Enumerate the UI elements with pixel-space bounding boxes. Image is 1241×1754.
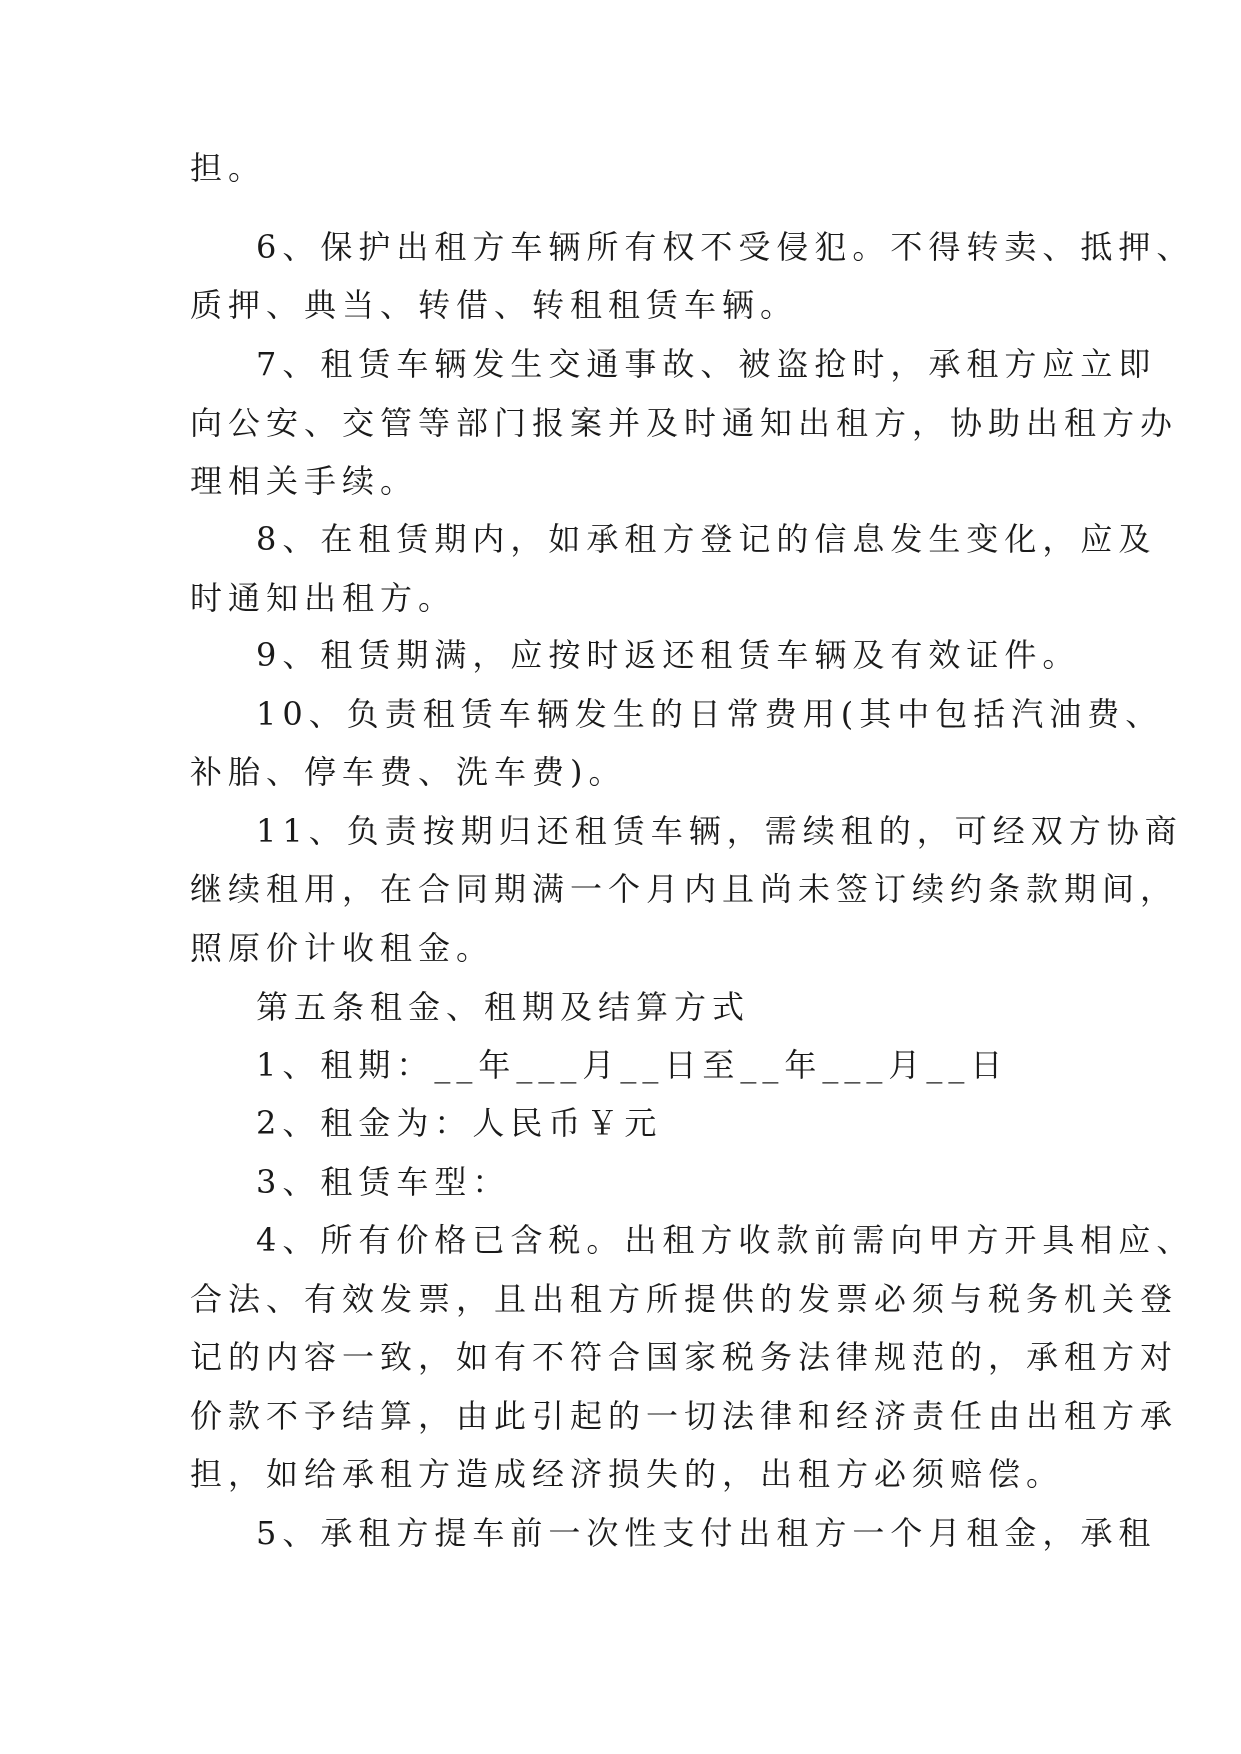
- text-line: 8、在租赁期内，如承租方登记的信息发生变化，应及: [256, 520, 1157, 558]
- text-line: 1、租期：__年___月__日至__年___月__日: [256, 1046, 1009, 1084]
- text-line: 5、承租方提车前一次性支付出租方一个月租金，承租: [256, 1514, 1157, 1552]
- text-line: 第五条租金、租期及结算方式: [256, 988, 751, 1026]
- text-line: 理相关手续。: [190, 462, 419, 500]
- text-line: 11、负责按期归还租赁车辆，需续租的，可经双方协商: [256, 812, 1183, 850]
- text-line: 4、所有价格已含税。出租方收款前需向甲方开具相应、: [256, 1221, 1195, 1259]
- text-line: 担，如给承租方造成经济损失的，出租方必须赔偿。: [190, 1455, 1065, 1493]
- text-line: 6、保护出租方车辆所有权不受侵犯。不得转卖、抵押、: [256, 228, 1195, 266]
- text-line: 向公安、交管等部门报案并及时通知出租方，协助出租方办: [190, 404, 1179, 442]
- text-line: 7、租赁车辆发生交通事故、被盗抢时，承租方应立即: [256, 345, 1157, 383]
- text-line: 补胎、停车费、洗车费)。: [190, 753, 627, 791]
- text-line: 担。: [190, 149, 267, 187]
- text-line: 9、租赁期满，应按时返还租赁车辆及有效证件。: [256, 636, 1081, 674]
- text-line: 时通知出租方。: [190, 579, 457, 617]
- text-line: 价款不予结算，由此引起的一切法律和经济责任由出租方承: [190, 1397, 1179, 1435]
- text-line: 质押、典当、转借、转租租赁车辆。: [190, 286, 799, 324]
- text-line: 2、租金为：人民币￥元: [256, 1104, 663, 1142]
- text-line: 继续租用，在合同期满一个月内且尚未签订续约条款期间，: [190, 870, 1179, 908]
- text-line: 照原价计收租金。: [190, 929, 495, 967]
- text-line: 3、租赁车型：: [256, 1163, 511, 1201]
- text-line: 记的内容一致，如有不符合国家税务法律规范的，承租方对: [190, 1338, 1179, 1376]
- text-line: 合法、有效发票，且出租方所提供的发票必须与税务机关登: [190, 1280, 1179, 1318]
- text-line: 10、负责租赁车辆发生的日常费用(其中包括汽油费、: [256, 695, 1164, 733]
